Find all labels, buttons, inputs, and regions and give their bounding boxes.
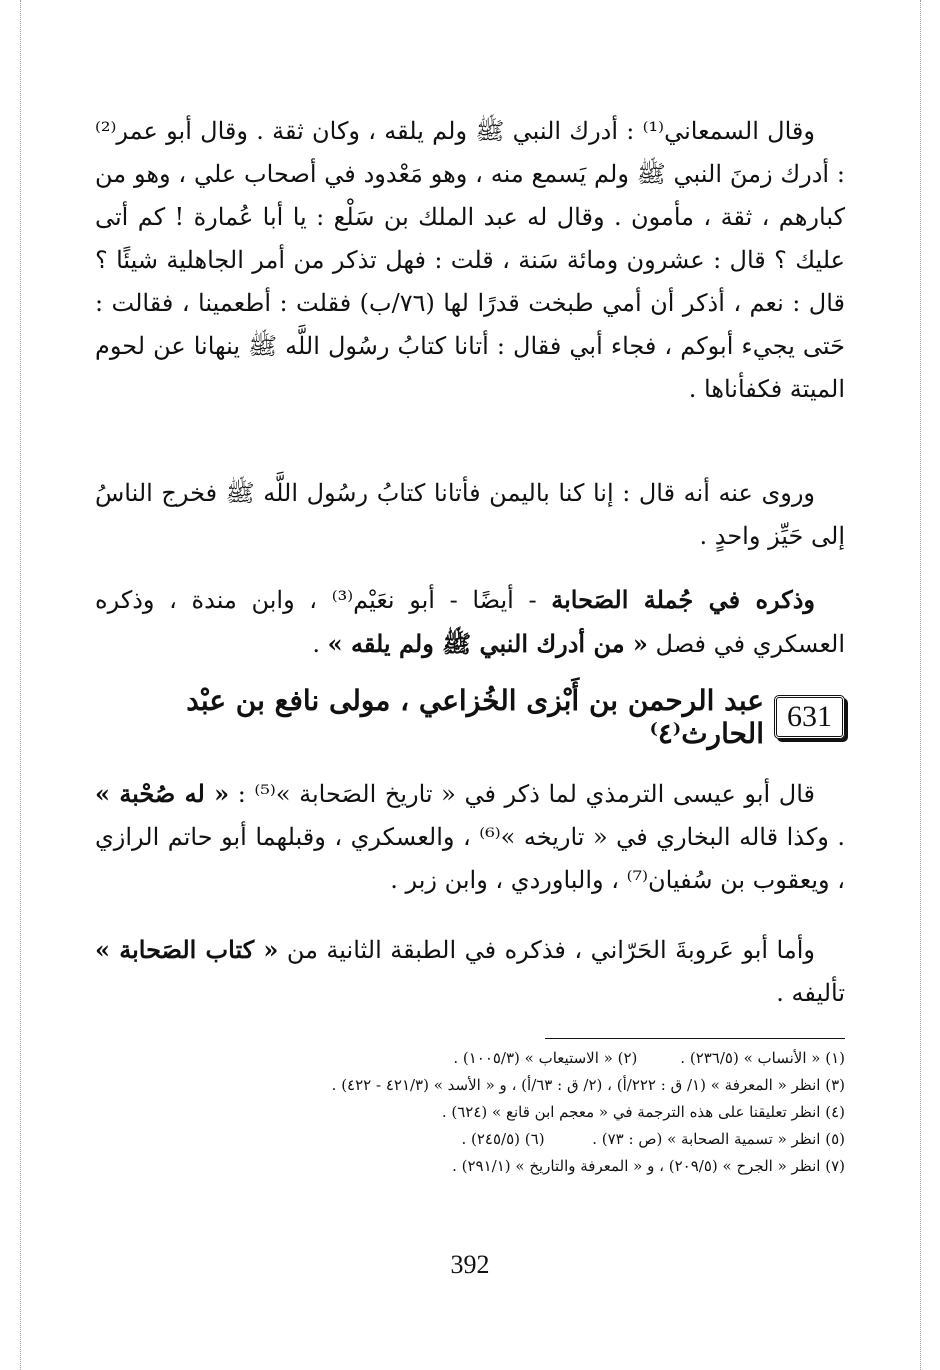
footnote-separator [545, 1038, 845, 1039]
paragraph-4-rest: . وكذا قاله البخاري في « تاريخه »⁽⁶⁾ ، والعسكري ، وقبلهما أبو حاتم الرازي ، ويعقوب بن سُفيان⁽⁷⁾ ، والباوردي ، وابن زبر . [95, 823, 845, 894]
entry-heading [95, 686, 845, 748]
entry-number: 631 [774, 695, 845, 739]
footnote-4: (٤) انظر تعليقنا على هذه الترجمة في « معجم ابن قانع » (٦٢٤) . [441, 1103, 845, 1121]
paragraph-3-quote: « من أدرك النبي ﷺ ولم يلقه » [327, 629, 648, 658]
paragraph-5-bold: « كتاب الصَحابة » [95, 935, 279, 964]
footnote-row [95, 1126, 845, 1153]
paragraph-5-main: وأما أبو عَروبةَ الحَرّاني ، فذكره في الطبقة الثانية من [278, 936, 815, 964]
paragraph-4-bold: « له صُحْبة » [95, 779, 230, 808]
footnote-5: (٥) انظر « تسمية الصحابة » (ص : ٧٣) . [592, 1130, 845, 1148]
paragraph-3 [95, 578, 845, 666]
paragraph-3-end: . [312, 630, 328, 658]
entry-title: عبد الرحمن بن أَبْزى الخُزاعي ، مولى نافع بن عبْد الحارث⁽٤⁾ [186, 684, 764, 750]
paragraph-1 [95, 110, 845, 411]
paragraph-5-end: تأليفه . [776, 979, 845, 1007]
paragraph-2-text: وروى عنه أنه قال : إنا كنا باليمن فأتانا كتابُ رسُول اللَّه ﷺ فخرج الناسُ إلى حَيِّز واحدٍ . [95, 479, 845, 550]
footnote-3: (٣) انظر « المعرفة » (١/ ق : ٢٢٢/أ) ، (٢/ ق : ٦٣/أ) ، و « الأسد » (٤٢١/٣ - ٤٢٢) . [331, 1076, 845, 1094]
margin-guide-left [20, 0, 21, 1370]
paragraph-1-text: وقال السمعاني⁽¹⁾ : أدرك النبي ﷺ ولم يلقه ، وكان ثقة . وقال أبو عمر⁽²⁾ : أدرك زمنَ النبي ﷺ ولم يَسمع منه ، وهو مَعْدود في أصحاب علي ، وهو من كبارهم ، ثقة ، مأمون . وقال له عبد الملك بن سَلْع : يا أبا عُمارة ! كم أتى عليك ؟ قال : عشرون ومائة سَنة ، قلت : فهل تذكر من أمر الجاهلية شيئًا ؟ قال : نعم ، أذكر أن أمي طبخت قدرًا لها (٧٦/ب) فقلت : أطعمينا ، فقالت : حَتى يجيء أبوكم ، فجاء أبي فقال : أتانا كتابُ رسُول اللَّه ﷺ ينهانا عن لحوم الميتة فكفأناها . [95, 117, 846, 403]
paragraph-3-mid: - أيضًا - أبو نعَيْم⁽³⁾ ، وابن مندة ، وذكره العسكري في فصل [95, 586, 845, 658]
footnote-6: (٦) (٢٤٥/٥) . [461, 1130, 545, 1148]
paragraph-5-text [95, 928, 845, 1015]
paragraph-4-text [95, 772, 845, 902]
footnote-row [95, 1045, 845, 1072]
footnote-row [95, 1153, 845, 1180]
paragraph-4 [95, 772, 845, 902]
paragraph-2 [95, 472, 845, 558]
paragraph-3-text [95, 578, 845, 666]
footnote-row [95, 1099, 845, 1126]
footnote-row [95, 1072, 845, 1099]
paragraph-3-lead: وذكره في جُملة الصَحابة [551, 585, 816, 614]
footnote-1: (١) « الأنساب » (٢٣٦/٥) . [680, 1049, 845, 1067]
paragraph-4-main: قال أبو عيسى الترمذي لما ذكر في « تاريخ الصَحابة »⁽⁵⁾ : [229, 780, 815, 808]
footnote-7: (٧) انظر « الجرح » (٢٠٩/٥) ، و « المعرفة والتاريخ » (٢٩١/١) . [452, 1157, 845, 1175]
footnote-2: (٢) « الاستيعاب » (١٠٠٥/٣) . [453, 1049, 638, 1067]
footnotes [95, 1045, 845, 1180]
margin-guide-right [920, 0, 921, 1370]
page-number: 392 [450, 1250, 490, 1279]
paragraph-5 [95, 928, 845, 1015]
